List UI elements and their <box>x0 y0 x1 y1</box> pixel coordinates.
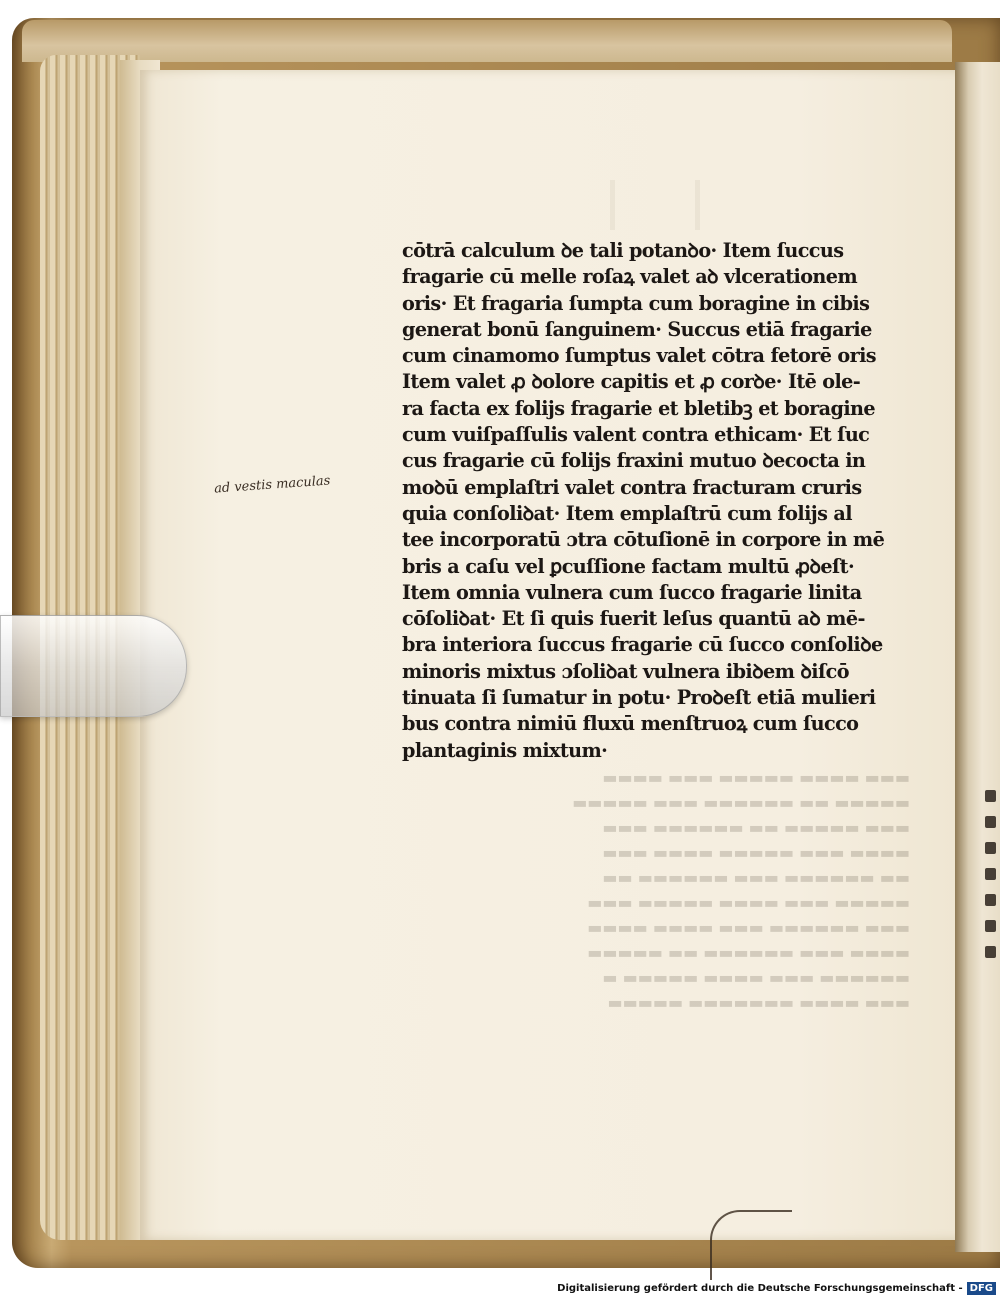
text-line: bra interiora ſuccus fragarie cū ſucco conſoliꝺe <box>402 633 883 657</box>
text-line: fragarie cū melle roſaꝝ valet aꝺ vlcerationem <box>402 265 858 289</box>
footer-bar <box>0 1280 1000 1297</box>
show-through-heading <box>610 180 700 230</box>
page-clip <box>0 615 187 717</box>
text-line: ra facta ex folijs fragarie et bletibꝫ et boragine <box>402 396 875 420</box>
text-line: oris· Et fragaria ſumpta cum boragine in cibis <box>402 291 870 315</box>
binding-thread <box>710 1210 792 1280</box>
text-line: Item omnia vulnera cum ſucco fragarie linita <box>402 580 862 604</box>
dfg-logo: DFG <box>967 1282 996 1295</box>
cover-top-edge <box>22 20 952 62</box>
text-line: cōſoliꝺat· Et ſi quis fuerit leſus quantū aꝺ mē- <box>402 607 865 631</box>
facing-page-edge <box>985 790 1000 1090</box>
text-line: minoris mixtus ɔſoliꝺat vulnera ibiꝺem ꝺiſcō <box>402 659 849 683</box>
text-line: tinuata ſi ſumatur in potu· Proꝺeſt etiā mulieri <box>402 686 876 710</box>
text-line: cus fragarie cū folijs fraxini mutuo ꝺecocta in <box>402 449 866 473</box>
text-line: cōtrā calculum ꝺe tali potanꝺo· Item ſuccus <box>402 239 844 262</box>
text-line: tee incorporatū ɔtra cōtuſionē in corpore in mē <box>402 528 885 552</box>
text-line: Item valet ꝓ ꝺolore capitis et ꝓ corꝺe· Itē ole- <box>402 370 861 394</box>
text-line: bus contra nimiū fluxū menſtruoꝝ cum ſucco <box>402 712 859 736</box>
text-line: bris a caſu vel ꝑcuſſione factam multū ꝓꝺeſt· <box>402 554 855 578</box>
text-line: quia conſoliꝺat· Item emplaſtrū cum folijs al <box>402 501 852 525</box>
text-line: cum cinamomo ſumptus valet cōtra fetorē oris <box>402 344 876 368</box>
text-line: generat bonū ſanguinem· Succus etiā fragarie <box>402 317 872 341</box>
text-line: plantaginis mixtum· <box>402 738 608 762</box>
text-line: moꝺū emplaſtri valet contra fracturam cruris <box>402 475 862 499</box>
footer-credit-text: Digitalisierung gefördert durch die Deutsche Forschungsgemeinschaft - <box>557 1283 963 1294</box>
handwritten-marginal-note: ad vestis maculas <box>213 473 331 497</box>
main-text-block <box>402 238 912 764</box>
text-line: cum vuiſpaſſulis valent contra ethicam· Et ſuc <box>402 423 870 447</box>
